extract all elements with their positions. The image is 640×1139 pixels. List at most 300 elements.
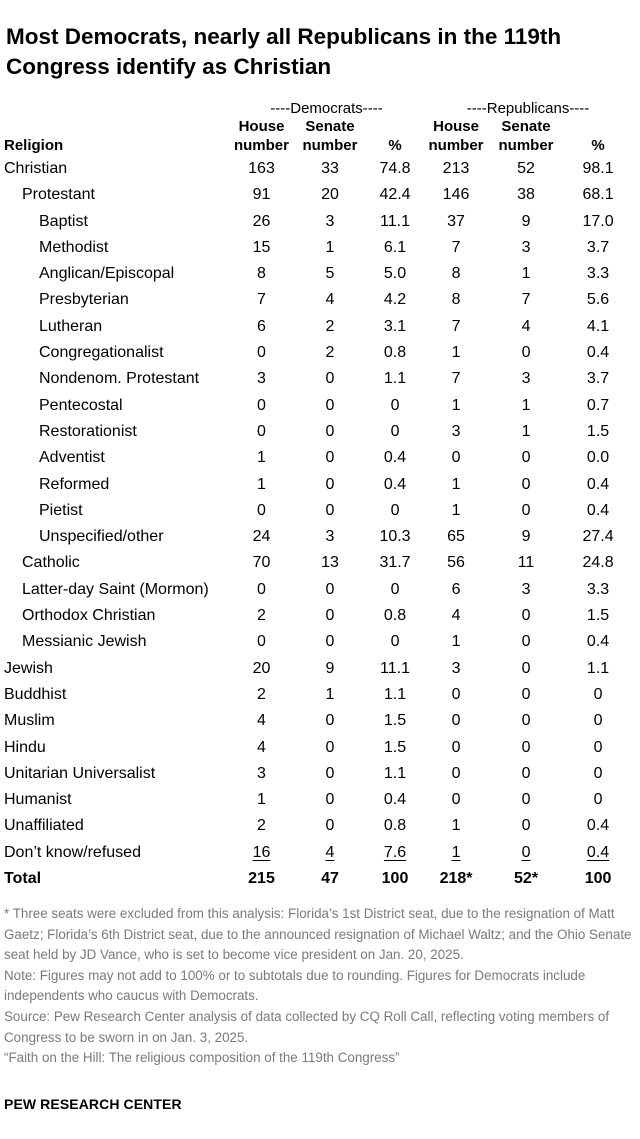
cell-value-text: 0 — [325, 607, 335, 625]
cell-value-text: 11 — [517, 554, 535, 572]
table-row — [0, 419, 632, 445]
cell-value — [366, 577, 424, 603]
footnote-source: Source: Pew Research Center analysis of data collected by CQ Roll Call, reflecting voting members of Congress to be sworn in on Jan. 3, 2025. — [4, 1008, 610, 1045]
col-header-rep-percent: % — [591, 137, 605, 154]
col-header-religion: Religion — [4, 137, 64, 154]
col-header-dem-house: House — [238, 118, 285, 135]
cell-value-text: 5 — [325, 265, 335, 283]
table-row — [0, 472, 632, 498]
group-label-republicans: ----Republicans---- — [466, 100, 590, 117]
cell-value-text: 6.1 — [383, 238, 407, 256]
cell-value — [294, 787, 366, 813]
cell-value — [229, 287, 294, 313]
cell-value — [564, 550, 632, 576]
footnote-asterisk: * Three seats were excluded from this analysis: Florida’s 1st District seat, due to the resignation of Matt Gaetz; Florida’s 6th District seat, due to the announced resignation of Michael Waltz; and the Ohio Senate seat held by JD Vance, who is set to become vice president on Jan. 20, 2025. — [4, 906, 632, 963]
cell-value-text: 98.1 — [582, 160, 614, 177]
table-row — [0, 156, 632, 182]
cell-value-text: 0 — [390, 501, 400, 519]
cell-value — [488, 235, 564, 261]
cell-value — [366, 761, 424, 787]
row-label: Christian — [4, 160, 68, 177]
cell-value — [564, 472, 632, 498]
cell-value — [294, 866, 366, 892]
cell-value-text: 1 — [257, 475, 266, 493]
cell-value — [488, 813, 564, 839]
cell-value — [488, 603, 564, 629]
cell-value-text: 1.5 — [383, 712, 407, 730]
cell-value — [564, 393, 632, 419]
cell-value — [564, 708, 632, 734]
table-row — [0, 524, 632, 550]
cell-value — [229, 393, 294, 419]
cell-value-text: 4 — [257, 738, 266, 756]
row-label: Total — [4, 870, 42, 888]
cell-value — [564, 840, 632, 866]
row-label: Pietist — [39, 501, 83, 519]
cell-value-text: 0.4 — [383, 449, 407, 467]
group-label-democrats: ----Democrats---- — [270, 100, 383, 117]
cell-value — [294, 156, 366, 182]
table-row — [0, 314, 632, 340]
cell-value — [564, 603, 632, 629]
cell-value-text: 0.4 — [383, 475, 407, 493]
cell-value-text: 70 — [252, 554, 271, 572]
cell-value-text: 3.3 — [586, 265, 610, 283]
cell-value-text: 7 — [257, 291, 266, 309]
cell-value-text: 3 — [521, 370, 531, 388]
cell-value — [424, 603, 488, 629]
cell-value-text: 3 — [521, 580, 531, 598]
cell-value-text: 0.4 — [586, 344, 610, 362]
cell-value-text: 0 — [451, 449, 461, 467]
cell-value — [424, 182, 488, 208]
cell-value — [294, 629, 366, 655]
cell-value-text: 0 — [257, 396, 266, 414]
table-row — [0, 656, 632, 682]
cell-value — [366, 656, 424, 682]
cell-value — [424, 340, 488, 366]
cell-value-text: 0 — [325, 738, 335, 756]
footnotes — [4, 904, 632, 1069]
cell-value — [488, 287, 564, 313]
cell-value-text: 0 — [521, 843, 531, 861]
cell-value-text: 0.8 — [383, 607, 407, 625]
cell-value-text: 0.4 — [383, 791, 407, 809]
cell-value — [424, 577, 488, 603]
table-row — [0, 787, 632, 813]
cell-value — [488, 524, 564, 550]
cell-value — [564, 656, 632, 682]
row-label: Hindu — [4, 738, 46, 756]
cell-value — [564, 577, 632, 603]
cell-value — [366, 708, 424, 734]
cell-value — [366, 393, 424, 419]
cell-value — [424, 287, 488, 313]
cell-value-text: 0 — [593, 712, 603, 730]
cell-value-text: 1 — [521, 422, 531, 440]
cell-value — [564, 287, 632, 313]
cell-value-text: 2 — [325, 344, 335, 362]
cell-value — [294, 577, 366, 603]
cell-value — [488, 445, 564, 471]
row-label: Methodist — [39, 238, 109, 256]
cell-value-text: 4 — [451, 607, 461, 625]
cell-value — [564, 366, 632, 392]
cell-value-text: 9 — [521, 212, 531, 230]
cell-value — [564, 314, 632, 340]
row-label: Humanist — [4, 791, 72, 809]
table-row — [0, 182, 632, 208]
cell-value — [366, 156, 424, 182]
cell-value-text: 0 — [325, 370, 335, 388]
cell-value — [424, 682, 488, 708]
cell-value-text: 0.4 — [586, 475, 610, 493]
cell-value — [564, 629, 632, 655]
cell-value — [366, 419, 424, 445]
cell-value — [229, 735, 294, 761]
cell-value — [229, 235, 294, 261]
cell-value-text: 3.3 — [586, 580, 610, 598]
table-row — [0, 577, 632, 603]
cell-value — [424, 445, 488, 471]
cell-value — [366, 340, 424, 366]
cell-value — [366, 682, 424, 708]
row-label: Unspecified/other — [39, 528, 164, 546]
table-row — [0, 603, 632, 629]
cell-value — [564, 866, 632, 892]
cell-value — [488, 261, 564, 287]
cell-value-text: 0 — [521, 791, 531, 809]
cell-value-text: 0 — [451, 685, 461, 703]
table-row — [0, 708, 632, 734]
cell-value — [564, 735, 632, 761]
footnote-note: Note: Figures may not add to 100% or to subtotals due to rounding. Figures for Democrats include independents who caucus with Democrats. — [4, 967, 586, 1004]
cell-value-text: 0 — [325, 712, 335, 730]
cell-value — [564, 261, 632, 287]
cell-value — [294, 366, 366, 392]
cell-value — [294, 235, 366, 261]
cell-value-text: 0 — [451, 764, 461, 782]
cell-value-text: 0.0 — [586, 449, 610, 467]
col-header-dem-senate-number: number — [302, 137, 358, 154]
cell-value — [229, 577, 294, 603]
cell-value-text: 0 — [325, 817, 335, 835]
cell-value — [366, 524, 424, 550]
cell-value-text: 7 — [521, 291, 531, 309]
cell-value — [229, 603, 294, 629]
cell-value-text: 3 — [521, 238, 531, 256]
cell-value-text: 0 — [257, 633, 266, 651]
cell-value — [294, 498, 366, 524]
cell-value-text: 65 — [447, 528, 465, 546]
row-label: Anglican/Episcopal — [39, 265, 175, 283]
row-label: Restorationist — [39, 422, 137, 440]
cell-value — [366, 472, 424, 498]
cell-value-text: 2 — [325, 317, 335, 335]
cell-value-text: 74.8 — [379, 160, 411, 177]
cell-value-text: 10.3 — [379, 528, 411, 546]
cell-value — [424, 735, 488, 761]
table-row — [0, 287, 632, 313]
cell-value-text: 0.4 — [586, 633, 610, 651]
cell-value-text: 2 — [257, 607, 266, 625]
row-label: Reformed — [39, 475, 110, 493]
chart-title: Most Democrats, nearly all Republicans in the 119th Congress identify as Christian — [6, 24, 562, 79]
cell-value-text: 52 — [517, 160, 535, 177]
cell-value-text: 3 — [325, 528, 335, 546]
row-label: Latter-day Saint (Mormon) — [22, 580, 209, 598]
cell-value-text: 0 — [521, 659, 531, 677]
row-label: Catholic — [22, 554, 80, 572]
column-header-row-top — [0, 118, 632, 136]
cell-value — [366, 261, 424, 287]
cell-value — [424, 472, 488, 498]
cell-value — [424, 787, 488, 813]
cell-value-text: 0 — [521, 501, 531, 519]
cell-value — [366, 787, 424, 813]
cell-value — [424, 419, 488, 445]
col-header-rep-senate: Senate — [501, 118, 551, 135]
row-label: Muslim — [4, 712, 55, 730]
cell-value — [366, 603, 424, 629]
cell-value-text: 1 — [451, 396, 461, 414]
cell-value — [488, 761, 564, 787]
cell-value-text: 0 — [390, 580, 400, 598]
cell-value — [294, 393, 366, 419]
cell-value — [229, 261, 294, 287]
cell-value — [488, 866, 564, 892]
cell-value — [294, 340, 366, 366]
col-header-dem-percent: % — [388, 137, 402, 154]
cell-value — [424, 708, 488, 734]
cell-value-text: 0 — [521, 685, 531, 703]
table-row — [0, 761, 632, 787]
cell-value-text: 7 — [451, 370, 461, 388]
cell-value-text: 9 — [325, 659, 335, 677]
cell-value — [366, 629, 424, 655]
cell-value-text: 0 — [451, 738, 461, 756]
cell-value-text: 4.2 — [383, 291, 407, 309]
cell-value-text: 0 — [521, 344, 531, 362]
cell-value — [564, 682, 632, 708]
cell-value — [229, 182, 294, 208]
cell-value — [229, 366, 294, 392]
cell-value-text: 0 — [325, 580, 335, 598]
cell-value — [488, 393, 564, 419]
cell-value-text: 3.1 — [383, 317, 407, 335]
cell-value-text: 4 — [521, 317, 531, 335]
organization-name: PEW RESEARCH CENTER — [4, 1096, 182, 1112]
row-label: Don’t know/refused — [4, 843, 141, 861]
total-row — [0, 866, 632, 892]
cell-value-text: 0 — [325, 501, 335, 519]
cell-value-text: 1.1 — [586, 659, 610, 677]
cell-value — [366, 735, 424, 761]
cell-value — [229, 682, 294, 708]
cell-value — [488, 656, 564, 682]
cell-value — [294, 708, 366, 734]
cell-value-text: 3 — [325, 212, 335, 230]
cell-value-text: 0 — [257, 422, 266, 440]
cell-value — [488, 472, 564, 498]
row-label: Adventist — [39, 449, 105, 467]
cell-value-text: 0 — [521, 712, 531, 730]
cell-value-text: 0 — [325, 475, 335, 493]
table-row — [0, 735, 632, 761]
table-row — [0, 393, 632, 419]
cell-value — [424, 840, 488, 866]
cell-value-text: 1 — [451, 633, 461, 651]
cell-value-text: 52* — [514, 870, 539, 888]
column-header-row-bottom — [0, 136, 632, 156]
col-header-rep-house-number: number — [428, 137, 484, 154]
cell-value — [229, 656, 294, 682]
cell-value — [229, 866, 294, 892]
cell-value — [366, 866, 424, 892]
table-row — [0, 629, 632, 655]
cell-value-text: 11.1 — [380, 212, 410, 230]
cell-value-text: 11.1 — [380, 659, 410, 677]
cell-value-text: 3 — [257, 764, 266, 782]
cell-value-text: 0 — [521, 817, 531, 835]
cell-value — [294, 472, 366, 498]
cell-value — [564, 235, 632, 261]
cell-value-text: 7.6 — [383, 843, 407, 861]
cell-value-text: 1.1 — [383, 370, 407, 388]
cell-value-text: 0.8 — [383, 817, 407, 835]
cell-value — [294, 840, 366, 866]
row-label: Orthodox Christian — [22, 607, 156, 625]
cell-value-text: 0.8 — [383, 344, 407, 362]
cell-value — [424, 366, 488, 392]
cell-value-text: 0 — [521, 764, 531, 782]
cell-value — [229, 209, 294, 235]
cell-value-text: 146 — [442, 186, 470, 204]
cell-value-text: 20 — [252, 659, 271, 677]
cell-value — [488, 629, 564, 655]
cell-value — [229, 524, 294, 550]
cell-value-text: 4 — [325, 291, 335, 309]
row-label: Presbyterian — [39, 291, 129, 309]
row-label: Lutheran — [39, 317, 103, 335]
cell-value-text: 5.6 — [586, 291, 610, 309]
group-header-row — [0, 100, 632, 118]
cell-value — [229, 340, 294, 366]
cell-value — [366, 550, 424, 576]
table-row — [0, 340, 632, 366]
cell-value — [229, 498, 294, 524]
row-label: Unaffiliated — [4, 817, 84, 835]
cell-value — [294, 445, 366, 471]
cell-value-text: 0 — [325, 449, 335, 467]
cell-value-text: 56 — [447, 554, 465, 572]
cell-value-text: 1.1 — [383, 764, 407, 782]
cell-value-text: 24.8 — [582, 554, 614, 572]
cell-value-text: 1.5 — [586, 607, 610, 625]
cell-value — [488, 735, 564, 761]
cell-value — [294, 314, 366, 340]
cell-value — [488, 340, 564, 366]
cell-value-text: 6 — [451, 580, 461, 598]
cell-value — [424, 261, 488, 287]
table-row — [0, 498, 632, 524]
row-label: Messianic Jewish — [22, 633, 147, 651]
cell-value — [294, 656, 366, 682]
cell-value-text: 42.4 — [379, 186, 411, 204]
cell-value-text: 0 — [325, 422, 335, 440]
cell-value — [229, 445, 294, 471]
cell-value — [294, 287, 366, 313]
cell-value-text: 0.4 — [586, 843, 610, 861]
cell-value-text: 0 — [257, 501, 266, 519]
cell-value-text: 47 — [321, 870, 339, 888]
cell-value-text: 0 — [325, 791, 335, 809]
cell-value-text: 15 — [252, 238, 271, 256]
cell-value-text: 0 — [257, 580, 266, 598]
row-label: Unitarian Universalist — [4, 764, 156, 782]
table-row — [0, 209, 632, 235]
cell-value-text: 1 — [451, 817, 461, 835]
cell-value — [564, 156, 632, 182]
cell-value-text: 213 — [442, 160, 470, 177]
cell-value — [564, 182, 632, 208]
cell-value — [564, 813, 632, 839]
cell-value — [294, 182, 366, 208]
cell-value-text: 27.4 — [582, 528, 614, 546]
cell-value — [424, 813, 488, 839]
row-label: Buddhist — [4, 685, 67, 703]
cell-value-text: 0 — [325, 764, 335, 782]
cell-value-text: 8 — [451, 265, 461, 283]
cell-value-text: 0 — [521, 475, 531, 493]
cell-value-text: 6 — [257, 317, 266, 335]
cell-value — [424, 209, 488, 235]
cell-value — [229, 840, 294, 866]
col-header-rep-house: House — [433, 118, 479, 135]
cell-value — [294, 209, 366, 235]
cell-value-text: 1 — [257, 791, 266, 809]
cell-value — [488, 577, 564, 603]
cell-value — [424, 314, 488, 340]
col-header-dem-house-number: number — [233, 137, 289, 154]
cell-value — [488, 550, 564, 576]
cell-value — [424, 761, 488, 787]
table-row — [0, 682, 632, 708]
cell-value-text: 0 — [593, 791, 603, 809]
cell-value-text: 0 — [451, 791, 461, 809]
cell-value — [424, 629, 488, 655]
cell-value — [294, 813, 366, 839]
cell-value — [294, 524, 366, 550]
cell-value-text: 2 — [257, 817, 266, 835]
cell-value — [366, 366, 424, 392]
col-header-dem-senate: Senate — [305, 118, 355, 135]
cell-value — [229, 314, 294, 340]
cell-value — [488, 366, 564, 392]
cell-value-text: 1 — [451, 475, 461, 493]
cell-value — [424, 393, 488, 419]
cell-value — [229, 156, 294, 182]
cell-value — [488, 682, 564, 708]
footnote-report-title: “Faith on the Hill: The religious composition of the 119th Congress” — [4, 1050, 400, 1066]
religion-table — [0, 100, 632, 892]
cell-value — [294, 550, 366, 576]
cell-value — [488, 498, 564, 524]
cell-value — [294, 735, 366, 761]
cell-value-text: 4.1 — [586, 317, 610, 335]
cell-value — [424, 656, 488, 682]
cell-value — [294, 261, 366, 287]
